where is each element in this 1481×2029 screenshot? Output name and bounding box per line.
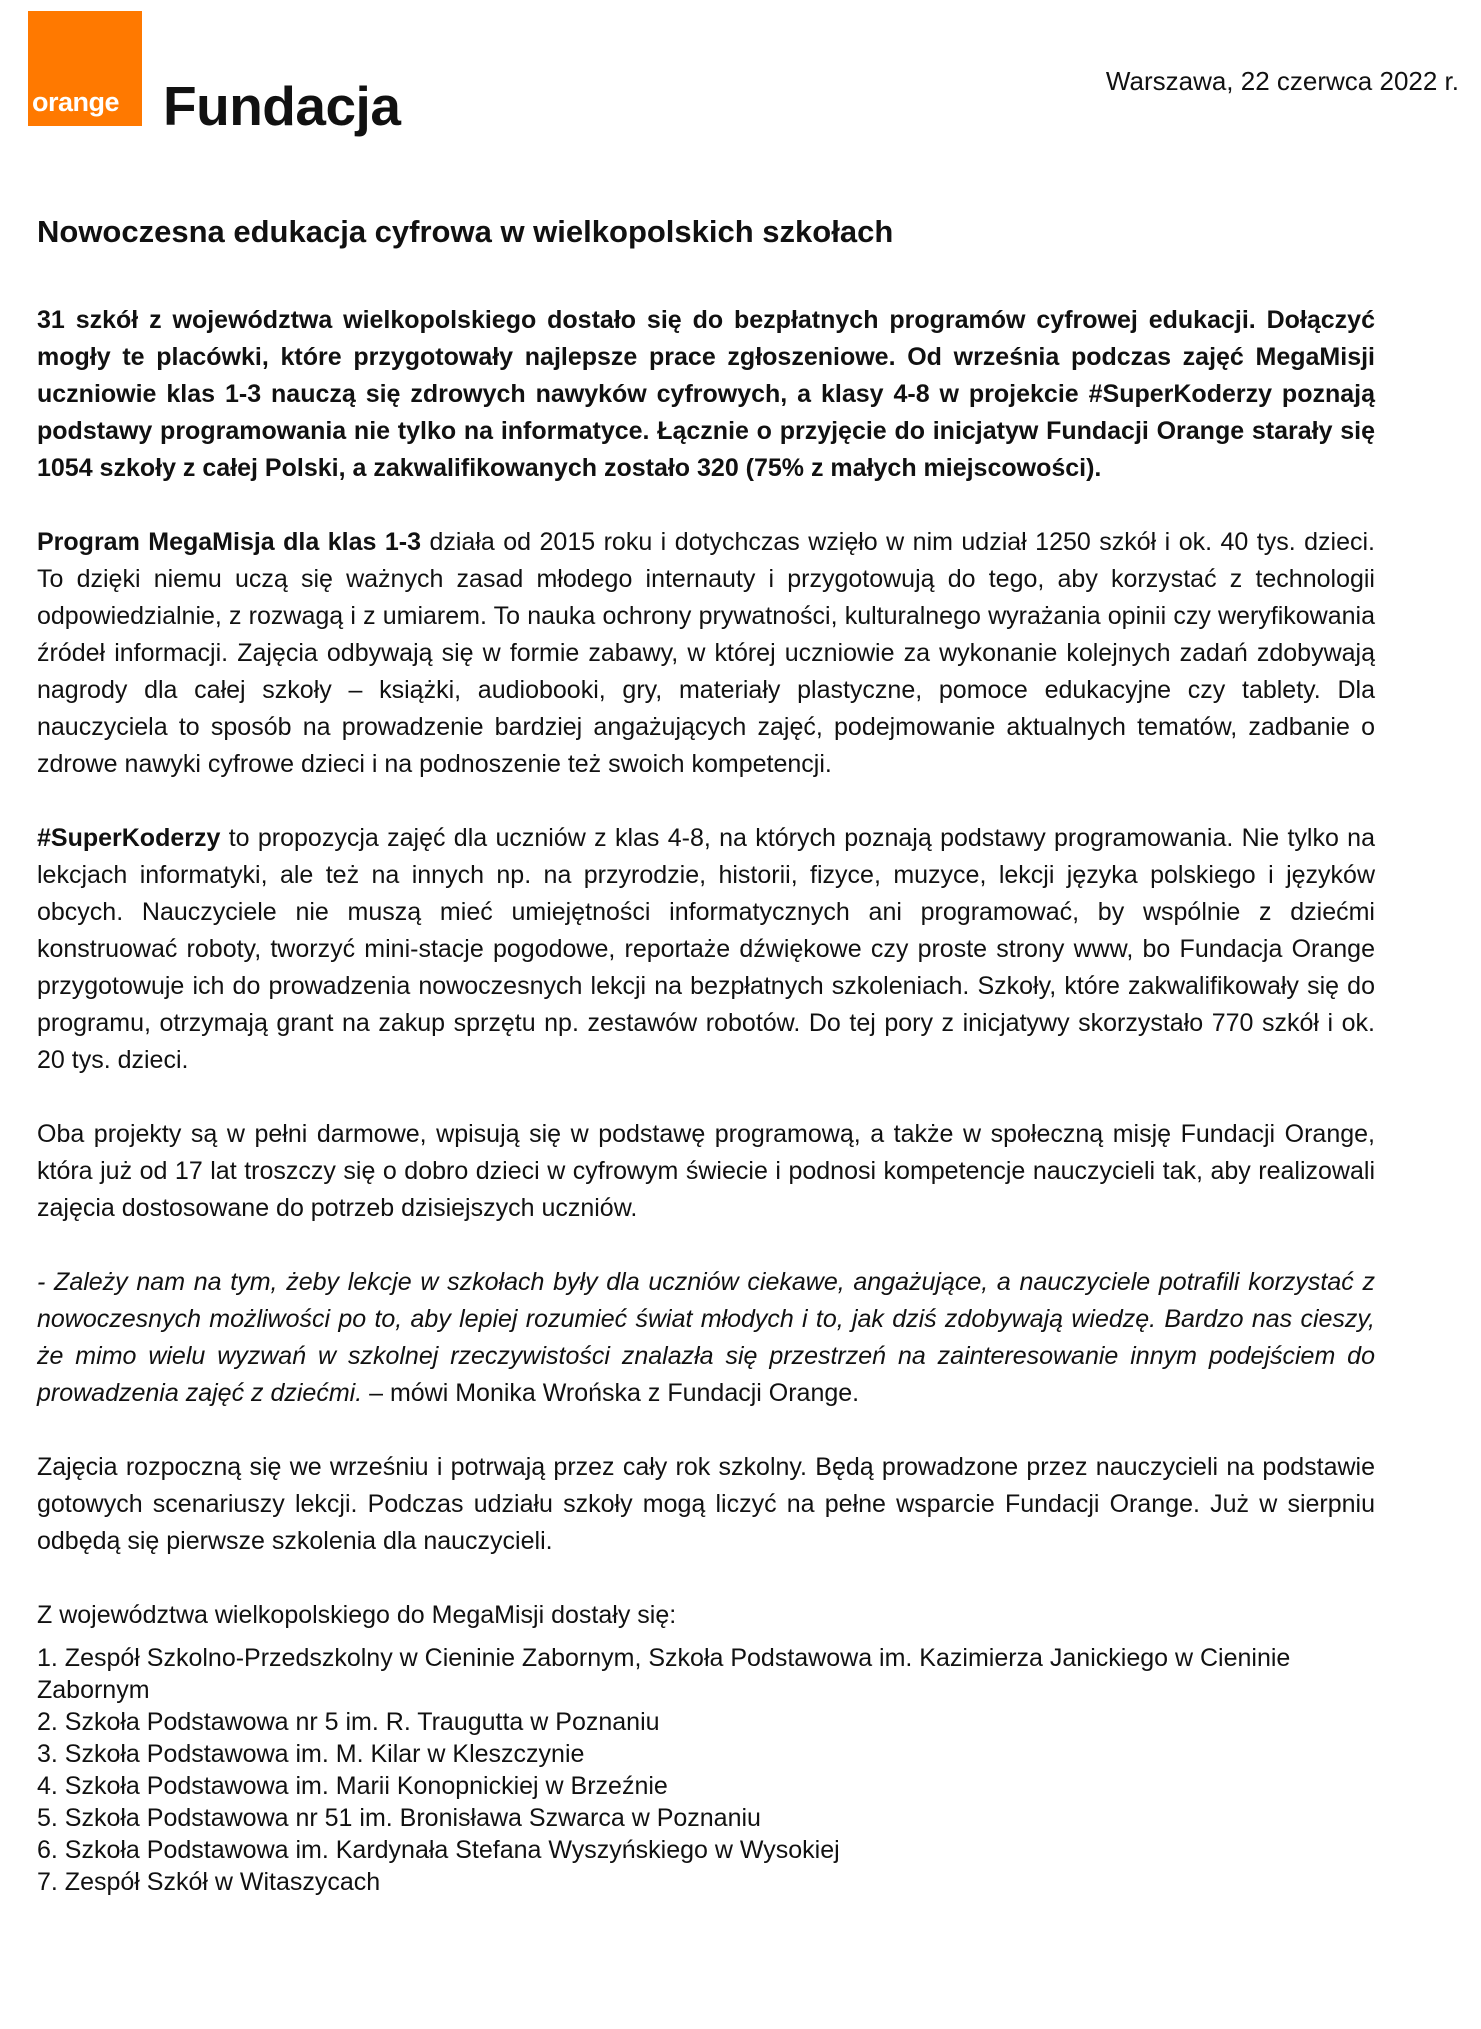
- superkoderzy-text: to propozycja zajęć dla uczniów z klas 4-8, na których poznają podstawy programowania. Nie tylko na lekcjach informatyki, ale też na innych np. na przyrodzie, historii, fizyce, muzyce, lekcji języka polskiego i języków obcych. Nauczyciele nie muszą mieć umiejętności informatycznych ani programować, by wspólnie z dziećmi konstruować roboty, tworzyć mini-stacje pogodowe, reportaże dźwiękowe czy proste strony www, bo Fundacja Orange przygotowuje ich do prowadzenia nowoczesnych lekcji na bezpłatnych szkoleniach. Szkoły, które zakwalifikowały się do programu, otrzymają grant na zakup sprzętu np. zestawów robotów. Do tej pory z inicjatywy skorzystało 770 szkół i ok. 20 tys. dzieci.: [37, 824, 1375, 1074]
- superkoderzy-heading: #SuperKoderzy: [37, 824, 221, 852]
- megamisja-heading: Program MegaMisja dla klas 1-3: [37, 528, 421, 556]
- quote-paragraph: [37, 1264, 1375, 1412]
- schedule-paragraph: Zajęcia rozpoczną się we wrześniu i potrwają przez cały rok szkolny. Będą prowadzone przez nauczycieli na podstawie gotowych scenariuszy lekcji. Podczas udziału szkoły mogą liczyć na pełne wsparcie Fundacji Orange. Już w sierpniu odbędą się pierwsze szkolenia dla nauczycieli.: [37, 1453, 1375, 1555]
- document-date: Warszawa, 22 czerwca 2022 r.: [1105, 66, 1459, 96]
- organization-name: Fundacja: [163, 75, 401, 137]
- page-title: Nowoczesna edukacja cyfrowa w wielkopolskich szkołach: [37, 214, 894, 249]
- list-item: 3. Szkoła Podstawowa im. M. Kilar w Kleszczynie: [37, 1740, 585, 1768]
- list-item: 2. Szkoła Podstawowa nr 5 im. R. Traugutta w Poznaniu: [37, 1708, 660, 1736]
- logo-wordmark: orange: [32, 87, 120, 117]
- lead-paragraph: 31 szkół z województwa wielkopolskiego dostało się do bezpłatnych programów cyfrowej edukacji. Dołączyć mogły te placówki, które przygotowały najlepsze prace zgłoszeniowe. Od września podczas zajęć MegaMisji uczniowie klas 1-3 nauczą się zdrowych nawyków cyfrowych, a klasy 4-8 w projekcie #SuperKoderzy poznają podstawy programowania nie tylko na informatyce. Łącznie o przyjęcie do inicjatyw Fundacji Orange starały się 1054 szkoły z całej Polski, a zakwalifikowanych zostało 320 (75% z małych miejscowości).: [37, 306, 1375, 482]
- list-item: 4. Szkoła Podstawowa im. Marii Konopnickiej w Brzeźnie: [37, 1772, 668, 1800]
- list-item: 5. Szkoła Podstawowa nr 51 im. Bronisława Szwarca w Poznaniu: [37, 1804, 761, 1832]
- document-body: [37, 302, 1375, 1898]
- quote-attribution: – mówi Monika Wrońska z Fundacji Orange.: [362, 1379, 860, 1407]
- school-list: [37, 1642, 1375, 1898]
- list-item: 1. Zespół Szkolno-Przedszkolny w Cieninie Zabornym, Szkoła Podstawowa im. Kazimierza Janickiego w Cieninie Zabornym: [37, 1644, 1291, 1704]
- superkoderzy-paragraph: [37, 820, 1375, 1079]
- list-item: 7. Zespół Szkół w Witaszycach: [37, 1868, 381, 1896]
- megamisja-text: działa od 2015 roku i dotychczas wzięło w nim udział 1250 szkół i ok. 40 tys. dzieci. To dzięki niemu uczą się ważnych zasad młodego internauty i przygotowują do tego, aby korzystać z technologii odpowiedzialnie, z rozwagą i z umiarem. To nauka ochrony prywatności, kulturalnego wyrażania opinii czy weryfikowania źródeł informacji. Zajęcia odbywają się w formie zabawy, w której uczniowie za wykonanie kolejnych zadań zdobywają nagrody dla całej szkoły – książki, audiobooki, gry, materiały plastyczne, pomoce edukacyjne czy tablety. Dla nauczyciela to sposób na prowadzenie bardziej angażujących zajęć, podejmowanie aktualnych tematów, zadbanie o zdrowe nawyki cyfrowe dzieci i na podnoszenie też swoich kompetencji.: [37, 528, 1375, 778]
- quote-text: - Zależy nam na tym, żeby lekcje w szkołach były dla uczniów ciekawe, angażujące, a nauczyciele potrafili korzystać z nowoczesnych możliwości po to, aby lepiej rozumieć świat młodych i to, jak dziś zdobywają wiedzę. Bardzo nas cieszy, że mimo wielu wyzwań w szkolnej rzeczywistości znalazła się przestrzeń na zainteresowanie innym podejściem do prowadzenia zajęć z dziećmi.: [37, 1268, 1375, 1407]
- list-item: 6. Szkoła Podstawowa im. Kardynała Stefana Wyszyńskiego w Wysokiej: [37, 1836, 840, 1864]
- orange-logo: [28, 11, 142, 126]
- projects-paragraph: Oba projekty są w pełni darmowe, wpisują się w podstawę programową, a także w społeczną misję Fundacji Orange, która już od 17 lat troszczy się o dobro dzieci w cyfrowym świecie i podnosi kompetencje nauczycieli tak, aby realizowali zajęcia dostosowane do potrzeb dzisiejszych uczniów.: [37, 1120, 1375, 1222]
- letterhead: [0, 0, 1481, 160]
- megamisja-paragraph: [37, 524, 1375, 783]
- school-list-intro: Z województwa wielkopolskiego do MegaMisji dostały się:: [37, 1601, 677, 1629]
